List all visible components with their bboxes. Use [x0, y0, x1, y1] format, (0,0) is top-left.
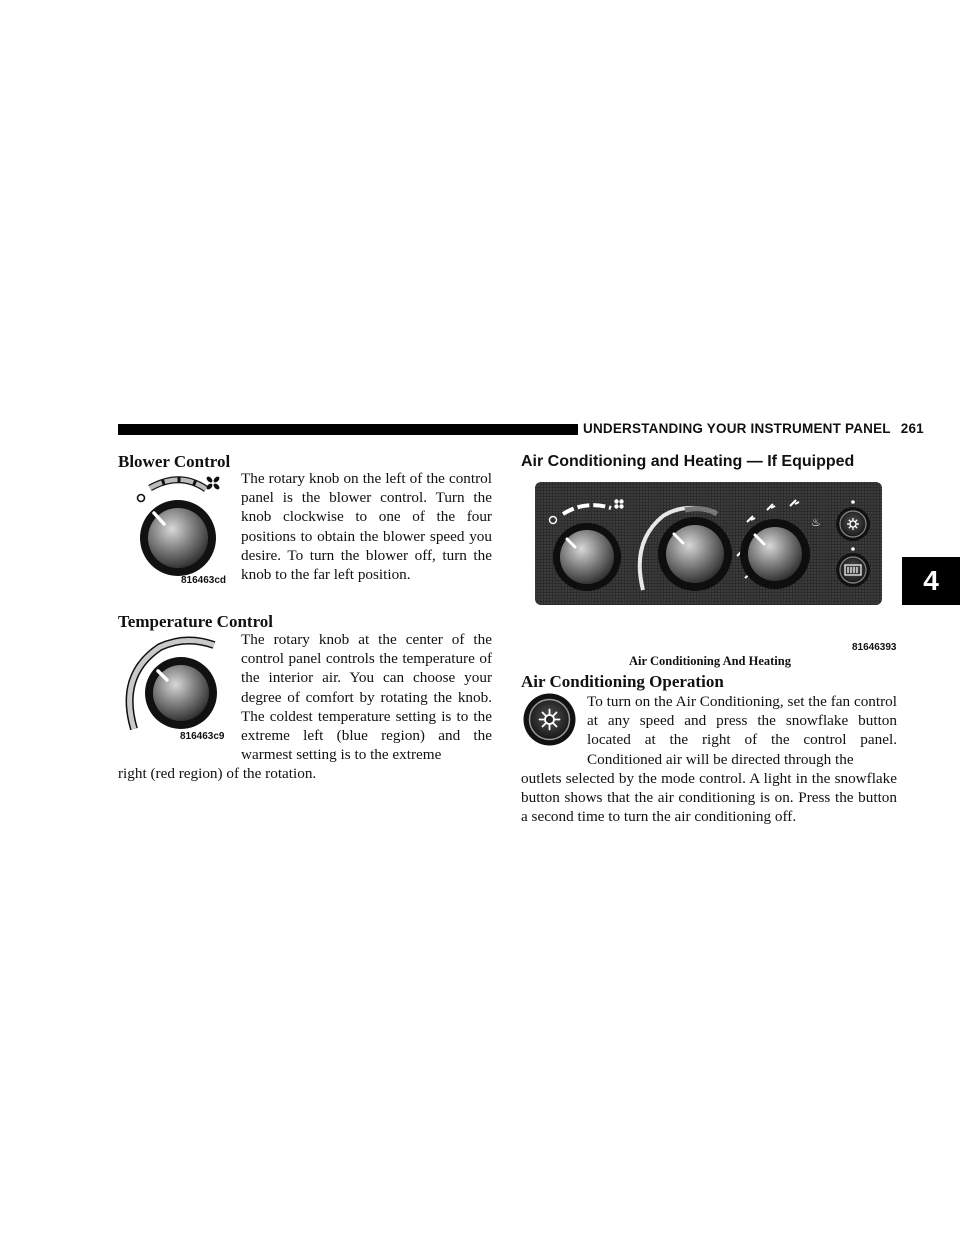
- ac-operation-paragraph: [587, 692, 897, 769]
- page-number: 261: [900, 421, 924, 436]
- temperature-knob-icon: [120, 635, 232, 735]
- header-title: UNDERSTANDING YOUR INSTRUMENT PANEL: [583, 421, 891, 436]
- ac-operation-paragraph-continued: [521, 769, 897, 827]
- header-rule: [118, 424, 578, 435]
- blower-text: The rotary knob on the left of the control panel is the blower control. Turn the knob clockwise to one of the four positions to obtain the blower speed you desire. To turn the blower off, turn the knob to the far left position.: [241, 470, 492, 584]
- ac-heating-heading: Air Conditioning and Heating — If Equipped: [521, 453, 855, 470]
- ac-operation-text: To turn on the Air Conditioning, set the fan control at any speed and press the snowflake button located at the right of the control panel. Conditioned air will be directed through the: [587, 693, 897, 768]
- ac-operation-text-continued: outlets selected by the mode control. A light in the snowflake button shows that the air conditioning is on. Press the button a second time to turn the air conditioning off.: [521, 770, 897, 826]
- temperature-figure-code: 816463c9: [180, 731, 225, 742]
- blower-figure-code: 816463cd: [181, 575, 227, 586]
- blower-knob-icon: [130, 473, 230, 588]
- snowflake-button-figure: [522, 692, 577, 747]
- temperature-paragraph: [241, 630, 492, 764]
- temperature-paragraph-continued: [118, 764, 498, 783]
- ac-operation-heading: Air Conditioning Operation: [521, 672, 724, 691]
- blower-paragraph: [241, 469, 492, 584]
- temperature-text-continued: right (red region) of the rotation.: [118, 765, 317, 782]
- svg-text:♨: ♨: [811, 516, 821, 529]
- chapter-tab: 4: [902, 557, 960, 605]
- temperature-heading: Temperature Control: [118, 612, 274, 631]
- blower-knob-figure: [130, 473, 230, 588]
- ac-control-panel-figure: [535, 482, 882, 605]
- ac-figure-caption: Air Conditioning And Heating: [629, 654, 791, 668]
- running-header: [583, 421, 924, 436]
- temperature-knob-figure: [120, 635, 232, 735]
- blower-heading: Blower Control: [118, 452, 231, 471]
- temperature-text: The rotary knob at the center of the control panel controls the temperature of the interior air. You can choose your degree of comfort by rotating the knob. The coldest temperature setting is to the extreme left (blue region) and the warmest setting is to the extreme: [241, 631, 492, 764]
- ac-figure-code: 81646393: [852, 642, 897, 653]
- ac-control-panel-icon: [535, 482, 882, 605]
- snowflake-button-icon: [522, 692, 577, 747]
